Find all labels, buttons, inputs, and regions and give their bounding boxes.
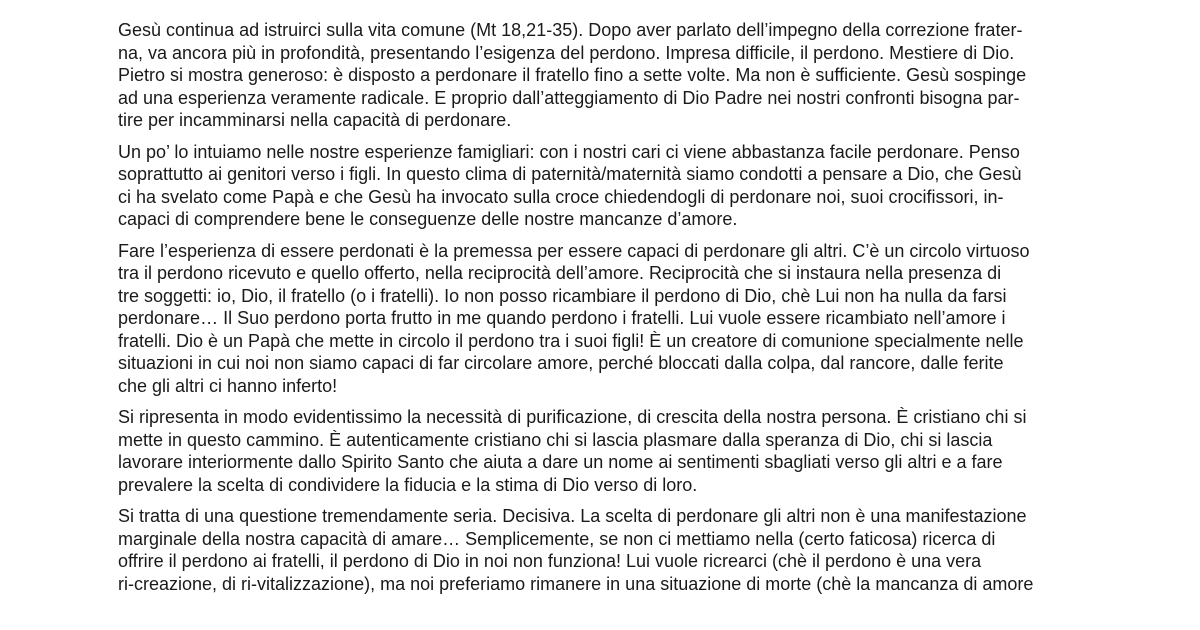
text-line: Gesù continua ad istruirci sulla vita comune (Mt 18,21-35). Dopo aver parlato dell’impegno della correzione frater- bbox=[118, 20, 1023, 40]
text-line: tire per incamminarsi nella capacità di perdonare. bbox=[118, 110, 512, 130]
text-line: Un po’ lo intuiamo nelle nostre esperienze famigliari: con i nostri cari ci viene abbastanza facile perdonare. Penso bbox=[118, 141, 1020, 162]
text-line: tra il perdono ricevuto e quello offerto, nella reciprocità dell’amore. Reciprocità che si instaura nella presenza di bbox=[118, 263, 1002, 283]
text-line: perdonare… Il Suo perdono porta frutto in me quando perdono i fratelli. Lui vuole essere ricambiato nell’amore i bbox=[118, 308, 1006, 328]
text-line: ci ha svelato come Papà e che Gesù ha invocato sulla croce chiedendogli di perdonare noi, suoi crocifissori, in- bbox=[118, 186, 1004, 207]
text-line: tre soggetti: io, Dio, il fratello (o i fratelli). Io non posso ricambiare il perdono di Dio, chè Lui non ha nulla da farsi bbox=[118, 285, 1007, 306]
text-line: che gli altri ci hanno inferto! bbox=[118, 375, 338, 396]
paragraph-5 bbox=[118, 505, 1128, 595]
text-line: Si ripresenta in modo evidentissimo la necessità di purificazione, di crescita della nostra persona. È cristiano chi si bbox=[118, 407, 1027, 427]
article-body bbox=[118, 19, 1128, 604]
text-line: Fare l’esperienza di essere perdonati è la premessa per essere capaci di perdonare gli altri. C’è un circolo virtuoso bbox=[118, 240, 1030, 261]
text-line: capaci di comprendere bene le conseguenze delle nostre mancanze d’amore. bbox=[118, 209, 738, 229]
text-line: ri-creazione, di ri-vitalizzazione), ma noi preferiamo rimanere in una situazione di morte (chè la mancanza di amore bbox=[118, 573, 1034, 594]
text-line: lavorare interiormente dallo Spirito Santo che aiuta a dare un nome ai sentimenti sbagliati verso gli altri e a fare bbox=[118, 452, 1003, 472]
paragraph-3 bbox=[118, 240, 1128, 398]
text-line: na, va ancora più in profondità, presentando l’esigenza del perdono. Impresa difficile, il perdono. Mestiere di Dio. bbox=[118, 42, 1015, 63]
text-line: situazioni in cui noi non siamo capaci di far circolare amore, perché bloccati dalla colpa, dal rancore, dalle ferite bbox=[118, 353, 1004, 373]
paragraph-2 bbox=[118, 141, 1128, 231]
text-line: offrire il perdono ai fratelli, il perdono di Dio in noi non funziona! Lui vuole ricrearci (chè il perdono è una vera bbox=[118, 551, 982, 571]
text-line: Pietro si mostra generoso: è disposto a perdonare il fratello fino a sette volte. Ma non è sufficiente. Gesù sospinge bbox=[118, 65, 1027, 85]
text-line: prevalere la scelta di condividere la fiducia e la stima di Dio verso di loro. bbox=[118, 474, 698, 495]
paragraph-1 bbox=[118, 19, 1128, 132]
paragraph-4 bbox=[118, 406, 1128, 496]
text-line: fratelli. Dio è un Papà che mette in circolo il perdono tra i suoi figli! È un creatore di comunione specialmente nelle bbox=[118, 330, 1024, 351]
text-line: soprattutto ai genitori verso i figli. In questo clima di paternità/maternità siamo condotti a pensare a Dio, che Gesù bbox=[118, 164, 1022, 184]
text-line: ad una esperienza veramente radicale. E proprio dall’atteggiamento di Dio Padre nei nostri confronti bisogna par- bbox=[118, 87, 1020, 108]
text-line: marginale della nostra capacità di amare… Semplicemente, se non ci mettiamo nella (certo faticosa) ricerca di bbox=[118, 528, 996, 549]
text-line: Si tratta di una questione tremendamente seria. Decisiva. La scelta di perdonare gli altri non è una manifestazione bbox=[118, 506, 1027, 526]
text-line: mette in questo cammino. È autenticamente cristiano chi si lascia plasmare dalla speranza di Dio, chi si lascia bbox=[118, 429, 993, 450]
